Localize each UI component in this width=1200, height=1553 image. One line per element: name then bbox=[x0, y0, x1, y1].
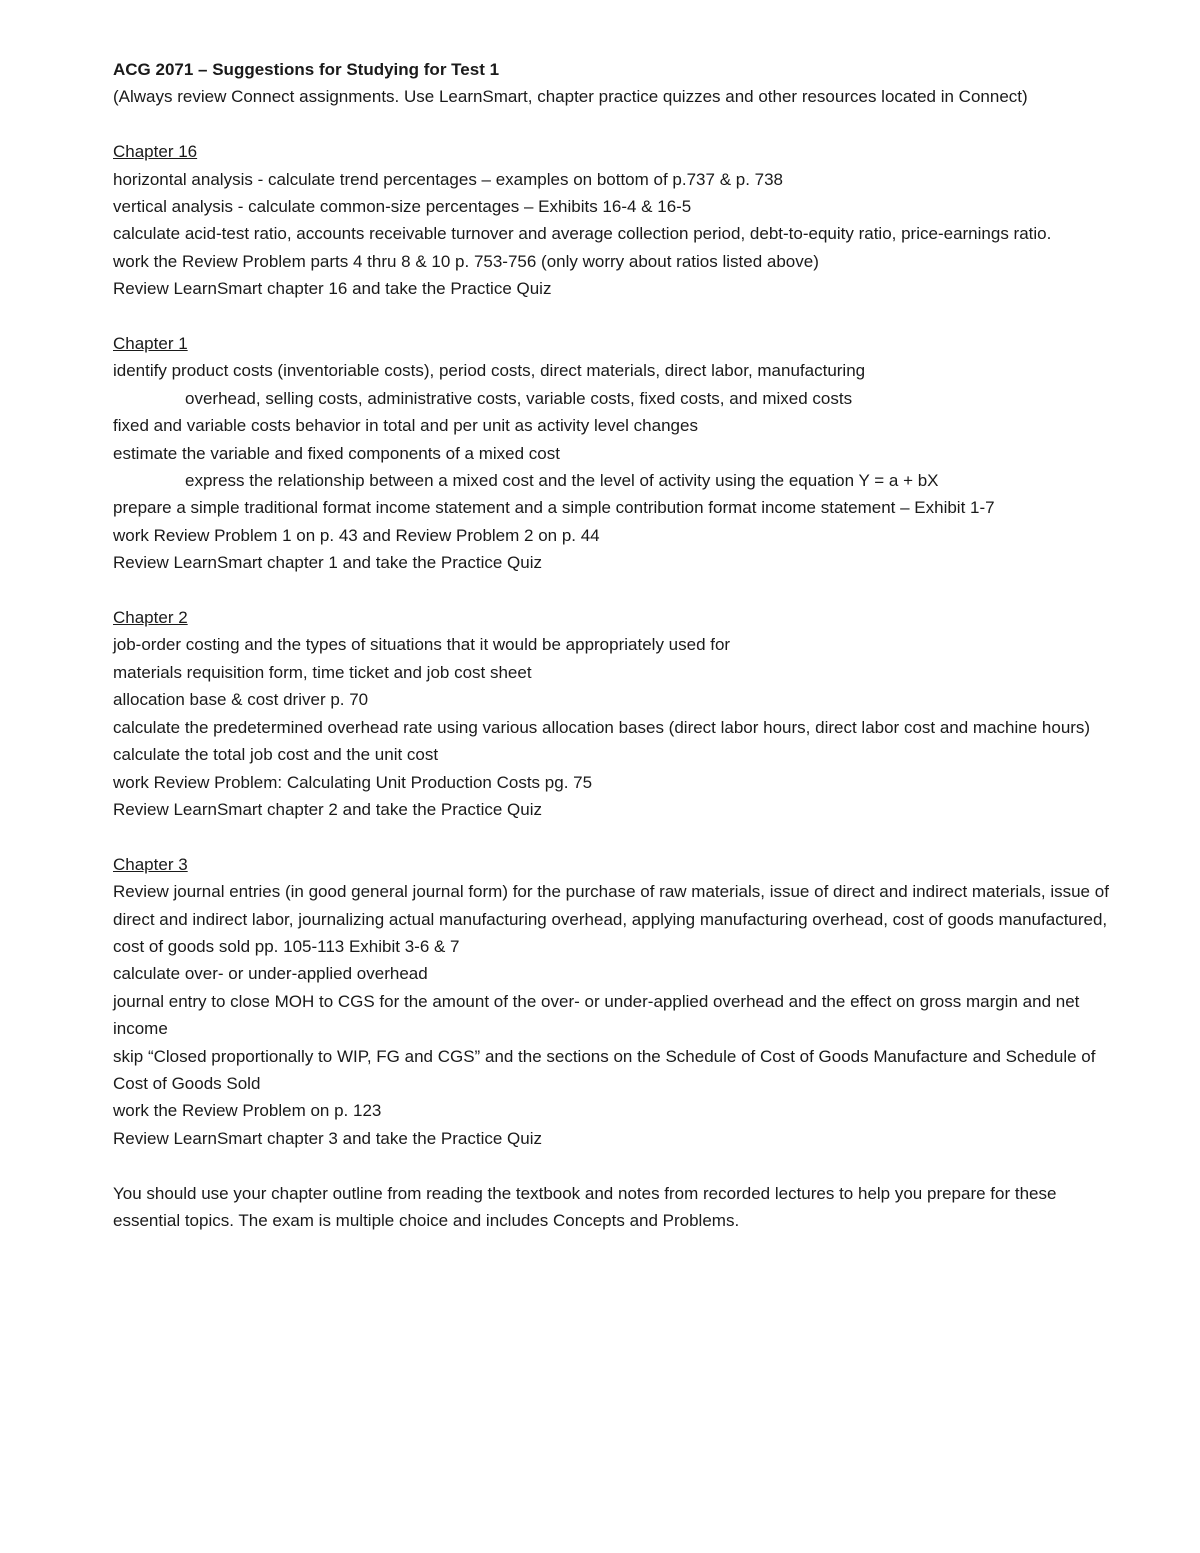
spacer bbox=[113, 823, 1113, 850]
section-chapter-16 bbox=[113, 138, 1113, 302]
list-item: skip “Closed proportionally to WIP, FG and CGS” and the sections on the Schedule of Cost of Goods Manufacture and Schedule of Cost of Goods Sold bbox=[113, 1046, 1096, 1093]
section-heading: Chapter 3 bbox=[113, 854, 188, 874]
list-item: materials requisition form, time ticket and job cost sheet bbox=[113, 662, 532, 682]
list-item: work Review Problem 1 on p. 43 and Review Problem 2 on p. 44 bbox=[113, 525, 600, 545]
list-item: Review journal entries (in good general journal form) for the purchase of raw materials, issue of direct and indirect materials, issue of direct and indirect labor, journalizing actual manufacturing overhead, applying manufacturing overhead, cost of goods manufactured, cost of goods sold pp. 105-113 Exhibit 3-6 & 7 bbox=[113, 882, 1109, 956]
list-item: work Review Problem: Calculating Unit Production Costs pg. 75 bbox=[113, 772, 593, 792]
closing-paragraph: You should use your chapter outline from reading the textbook and notes from recorded lectures to help you prepare for these essential topics. The exam is multiple choice and includes Concepts and Problems. bbox=[113, 1183, 1057, 1230]
list-item: job-order costing and the types of situations that it would be appropriately used for bbox=[113, 635, 731, 655]
section-chapter-3 bbox=[113, 851, 1113, 1152]
list-item: work the Review Problem parts 4 thru 8 & 10 p. 753-756 (only worry about ratios listed above) bbox=[113, 251, 819, 271]
spacer bbox=[113, 1152, 1113, 1179]
section-chapter-2 bbox=[113, 604, 1113, 823]
list-item: Review LearnSmart chapter 16 and take the Practice Quiz bbox=[113, 279, 552, 299]
document-subtitle: (Always review Connect assignments. Use LearnSmart, chapter practice quizzes and other resources located in Connect) bbox=[113, 87, 1028, 107]
list-item: identify product costs (inventoriable costs), period costs, direct materials, direct labor, manufacturing bbox=[113, 361, 866, 381]
spacer bbox=[113, 577, 1113, 604]
section-chapter-1 bbox=[113, 330, 1113, 577]
list-item: work the Review Problem on p. 123 bbox=[113, 1101, 382, 1121]
list-item: overhead, selling costs, administrative costs, variable costs, fixed costs, and mixed costs bbox=[185, 388, 853, 408]
list-item: Review LearnSmart chapter 3 and take the Practice Quiz bbox=[113, 1128, 542, 1148]
list-item: calculate acid-test ratio, accounts receivable turnover and average collection period, debt-to-equity ratio, price-earnings ratio. bbox=[113, 224, 1052, 244]
list-item: journal entry to close MOH to CGS for the amount of the over- or under-applied overhead and the effect on gross margin and net income bbox=[113, 991, 1080, 1039]
list-item: prepare a simple traditional format income statement and a simple contribution format income statement – Exhibit 1-7 bbox=[113, 498, 995, 518]
list-item: calculate the total job cost and the unit cost bbox=[113, 745, 439, 765]
list-item: calculate the predetermined overhead rate using various allocation bases (direct labor hours, direct labor cost and machine hours) bbox=[113, 717, 1091, 737]
list-item: estimate the variable and fixed components of a mixed cost bbox=[113, 443, 560, 463]
spacer bbox=[113, 303, 1113, 330]
list-item: fixed and variable costs behavior in total and per unit as activity level changes bbox=[113, 416, 698, 436]
list-item: calculate over- or under-applied overhead bbox=[113, 964, 428, 984]
list-item: allocation base & cost driver p. 70 bbox=[113, 690, 369, 710]
list-item: Review LearnSmart chapter 2 and take the Practice Quiz bbox=[113, 799, 542, 819]
section-heading: Chapter 1 bbox=[113, 334, 188, 354]
list-item: vertical analysis - calculate common-size percentages – Exhibits 16-4 & 16-5 bbox=[113, 197, 692, 217]
document-page bbox=[113, 56, 1113, 1234]
section-heading: Chapter 2 bbox=[113, 608, 188, 628]
spacer bbox=[113, 111, 1113, 138]
list-item: express the relationship between a mixed cost and the level of activity using the equation Y = a + bX bbox=[185, 471, 939, 491]
list-item: horizontal analysis - calculate trend percentages – examples on bottom of p.737 & p. 738 bbox=[113, 169, 784, 189]
document-title: ACG 2071 – Suggestions for Studying for Test 1 bbox=[113, 60, 500, 79]
list-item: Review LearnSmart chapter 1 and take the Practice Quiz bbox=[113, 553, 542, 573]
section-heading: Chapter 16 bbox=[113, 142, 198, 162]
